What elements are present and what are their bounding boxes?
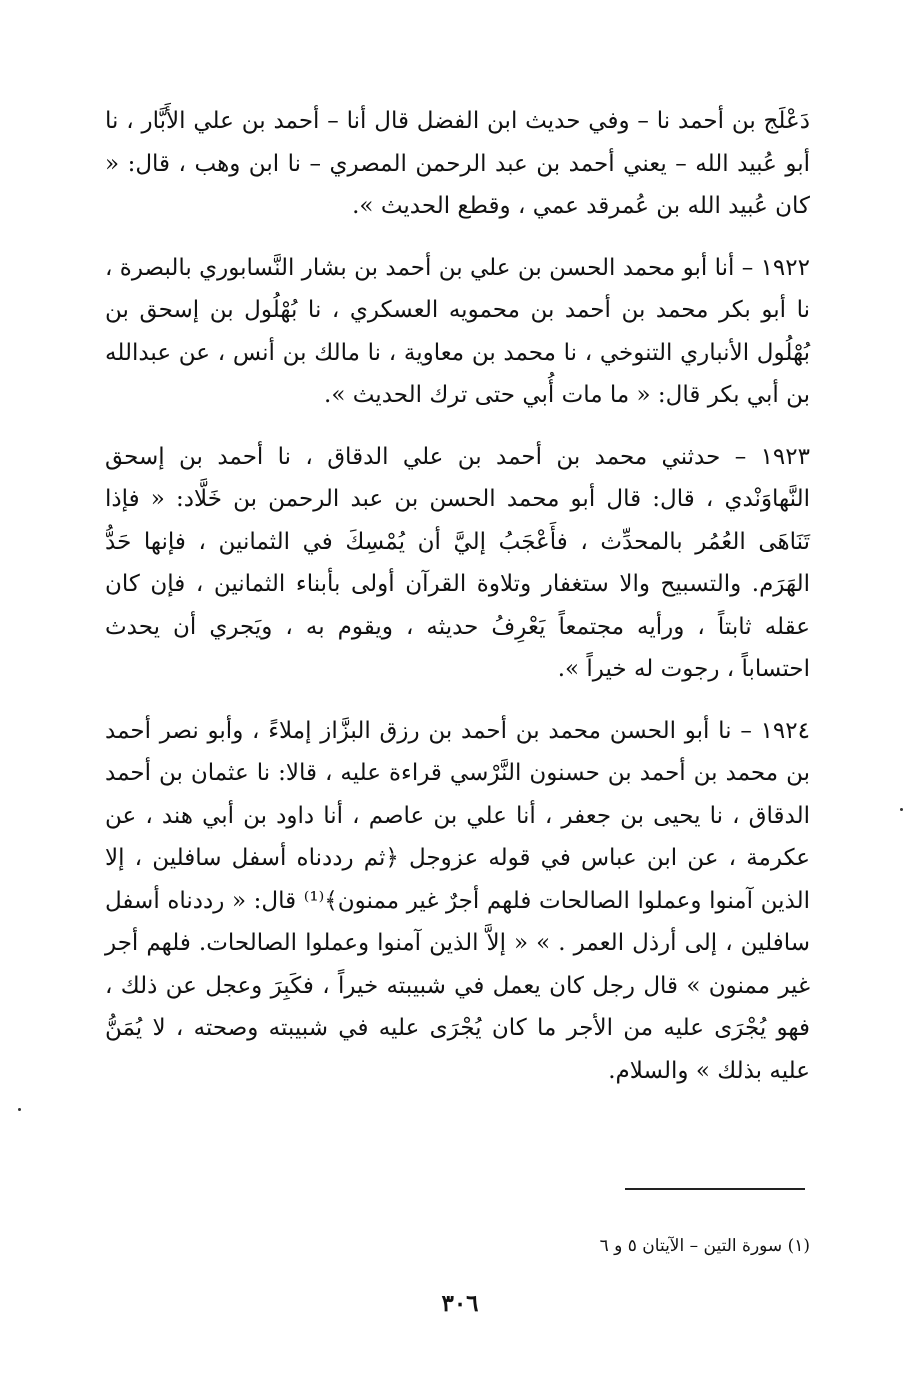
- paragraph-continuation: دَعْلَج بن أحمد نا – وفي حديث ابن الفضل قال أنا – أحمد بن علي الأَبَّار ، نا أبو عُبيد الله – يعني أحمد بن عبد الرحمن المصري – نا ابن وهب ، قال: « كان عُبيد الله بن عُمرقد عمي ، وقطع الحديث ».: [105, 108, 810, 219]
- paragraph-1923: ١٩٢٣ – حدثني محمد بن أحمد بن علي الدقاق ، نا أحمد بن إسحق النَّهاوَنْدي ، قال: قال أبو محمد الحسن بن عبد الرحمن بن خَلَّاد: « فإذا تَنَاهَى العُمُر بالمحدِّث ، فأَعْجَبُ إليَّ أن يُمْسِكَ في الثمانين ، فإنها حَدُّ الهَرَم. والتسبيح والا ستغفار وتلاوة القرآن أولى بأبناء الثمانين ، فإن كان عقله ثابتاً ، ورأيه مجتمعاً يَعْرِفُ حديثه ، ويقوم به ، ويَجري أن يحدث احتساباً ، رجوت له خيراً ».: [105, 443, 810, 682]
- scan-speck: [900, 808, 903, 811]
- main-text: [105, 100, 810, 1111]
- scan-speck: [18, 1108, 21, 1111]
- paragraph-1924: ١٩٢٤ – نا أبو الحسن محمد بن أحمد بن رزق البزَّاز إملاءً ، وأبو نصر أحمد بن محمد بن أحمد بن حسنون النَّرْسي قراءة عليه ، قالا: نا عثمان بن أحمد الدقاق ، نا يحيى بن جعفر ، أنا علي بن عاصم ، أنا داود بن أبي هند ، عن عكرمة ، عن ابن عباس في قوله عزوجل ﴿ثم رددناه أسفل سافلين ، إلا الذين آمنوا وعملوا الصالحات فلهم أجرٌ غير ممنون﴾⁽¹⁾ قال: « رددناه أسفل سافلين ، إلى أرذل العمر . » « إلاَّ الذين آمنوا وعملوا الصالحات. فلهم أجر غير ممنون » قال رجل كان يعمل في شبيبته خيراً ، فكَبِرَ وعجل عن ذلك ، فهو يُجْرَى عليه من الأجر ما كان يُجْرَى عليه في شبيبته وصحته ، لا يُمَنُّ عليه بذلك » والسلام.: [105, 717, 810, 1084]
- page-number: ٣٠٦: [441, 1290, 479, 1317]
- paragraph-1922: ١٩٢٢ – أنا أبو محمد الحسن بن علي بن أحمد بن بشار النَّسابوري بالبصرة ، نا أبو بكر محمد بن أحمد بن محمويه العسكري ، نا بُهْلُول بن إسحق بن بُهْلُول الأنباري التنوخي ، نا محمد بن معاوية ، نا مالك بن أنس ، عن عبدالله بن أبي بكر قال: « ما مات أُبي حتى ترك الحديث ».: [105, 254, 810, 408]
- footnote-divider: [625, 1188, 805, 1190]
- footnote: (١) سورة التين – الآيتان ٥ و ٦: [599, 1236, 810, 1256]
